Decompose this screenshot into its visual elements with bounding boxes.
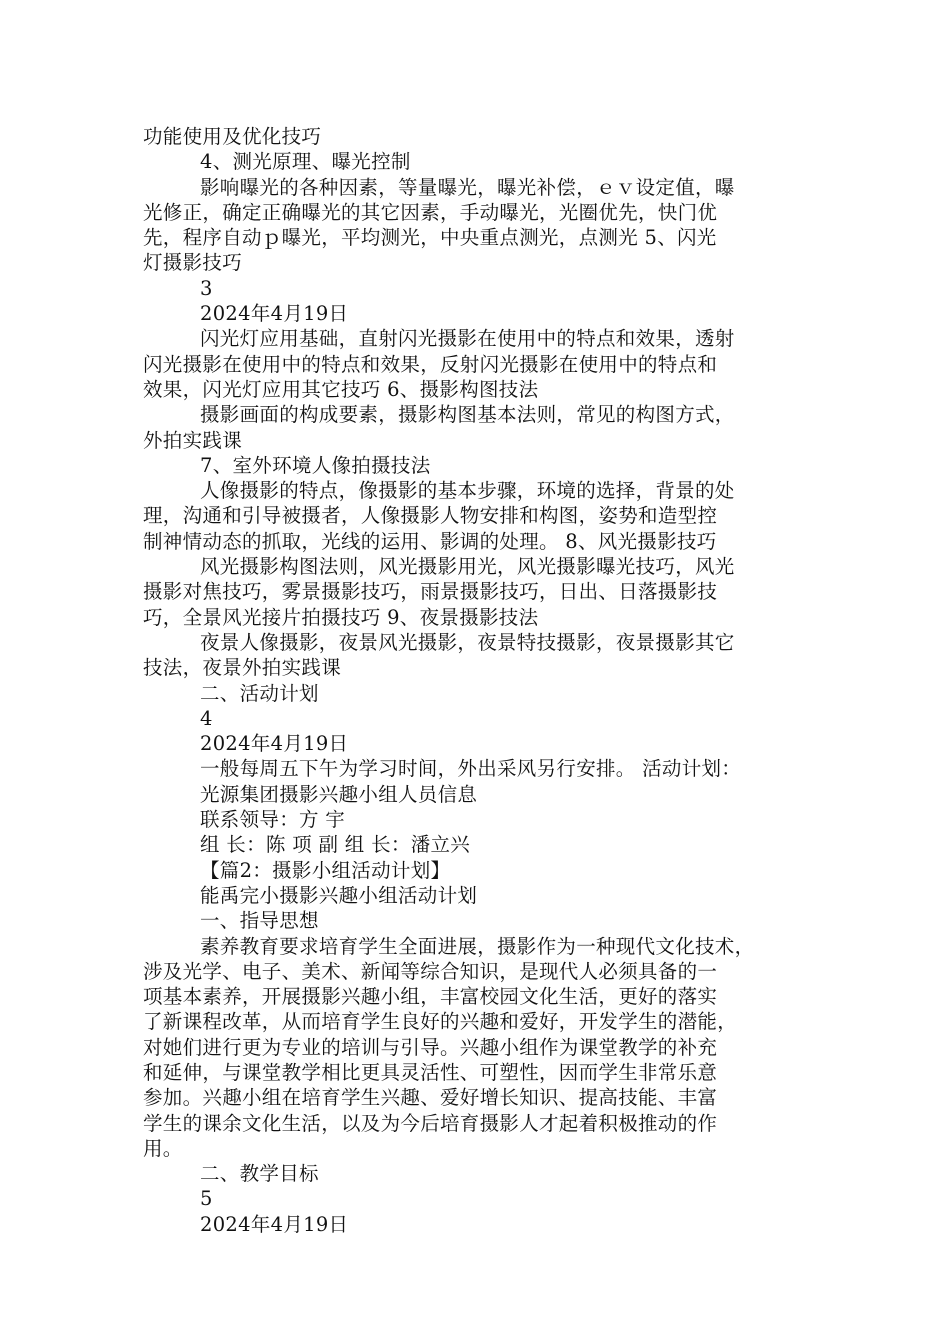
- text-line: 制神情动态的抓取，光线的运用、影调的处理。 8、风光摄影技巧: [143, 529, 717, 553]
- text-line: 光源集团摄影兴趣小组人员信息: [200, 782, 478, 806]
- text-line: 能禹完小摄影兴趣小组活动计划: [200, 883, 478, 907]
- text-line: 灯摄影技巧: [143, 251, 243, 275]
- text-line: 二、教学目标: [200, 1162, 319, 1186]
- text-line: 摄影画面的构成要素，摄影构图基本法则，常见的构图方式，: [200, 403, 735, 427]
- text-line: 4: [200, 706, 213, 730]
- text-line: 影响曝光的各种因素，等量曝光，曝光补偿，ｅｖ设定值，曝: [200, 175, 735, 199]
- text-line: 摄影对焦技巧，雾景摄影技巧，雨景摄影技巧，日出、日落摄影技: [143, 580, 718, 604]
- text-line: 用。: [143, 1136, 183, 1160]
- text-line: 先，程序自动ｐ曝光，平均测光，中央重点测光，点测光 5、闪光: [143, 226, 717, 250]
- text-line: 2024年4月19日: [200, 1212, 349, 1236]
- text-line: 闪光灯应用基础，直射闪光摄影在使用中的特点和效果，透射: [200, 327, 735, 351]
- text-line: 组 长：陈 项 副 组 长：潘立兴: [200, 833, 471, 857]
- text-line: 4、测光原理、曝光控制: [200, 150, 411, 174]
- text-line: 2024年4月19日: [200, 732, 349, 756]
- text-line: 一般每周五下午为学习时间，外出采风另行安排。 活动计划：: [200, 757, 742, 781]
- text-line: 巧，全景风光接片拍摄技巧 9、夜景摄影技法: [143, 605, 539, 629]
- text-line: 7、室外环境人像拍摄技法: [200, 453, 431, 477]
- text-line: 光修正，确定正确曝光的其它因素，手动曝光，光圈优先，快门优: [143, 200, 718, 224]
- text-line: 和延伸，与课堂教学相比更具灵活性、可塑性，因而学生非常乐意: [143, 1060, 718, 1084]
- text-line: 对她们进行更为专业的培训与引导。兴趣小组作为课堂教学的补充: [143, 1035, 718, 1059]
- text-line: 外拍实践课: [143, 428, 243, 452]
- text-line: 风光摄影构图法则，风光摄影用光，风光摄影曝光技巧，风光: [200, 555, 735, 579]
- text-line: 闪光摄影在使用中的特点和效果，反射闪光摄影在使用中的特点和: [143, 352, 718, 376]
- text-line: 联系领导：方 宇: [200, 808, 346, 832]
- text-line: 理，沟通和引导被摄者，人像摄影人物安排和构图，姿势和造型控: [143, 504, 718, 528]
- text-line: 人像摄影的特点，像摄影的基本步骤，环境的选择，背景的处: [200, 479, 735, 503]
- document-page: [143, 124, 815, 1237]
- text-line: 项基本素养，开展摄影兴趣小组，丰富校园文化生活，更好的落实: [143, 985, 718, 1009]
- text-line: 一、指导思想: [200, 909, 319, 933]
- text-line: 技法，夜景外拍实践课: [143, 656, 342, 680]
- text-line: 涉及光学、电子、美术、新闻等综合知识，是现代人必须具备的一: [143, 959, 718, 983]
- text-line: 功能使用及优化技巧: [143, 125, 322, 148]
- text-line: 二、活动计划: [200, 681, 319, 705]
- text-line: 参加。兴趣小组在培育学生兴趣、爱好增长知识、提高技能、丰富: [143, 1086, 718, 1110]
- text-line: 学生的课余文化生活，以及为今后培育摄影人才起着积极推动的作: [143, 1111, 718, 1135]
- text-line: 【篇2：摄影小组活动计划】: [200, 858, 451, 882]
- text-line: 3: [200, 276, 213, 300]
- text-line: 素养教育要求培育学生全面进展，摄影作为一种现代文化技术，: [200, 934, 755, 958]
- text-line: 5: [200, 1187, 213, 1211]
- text-line: 2024年4月19日: [200, 302, 349, 326]
- text-line: 夜景人像摄影，夜景风光摄影，夜景特技摄影，夜景摄影其它: [200, 630, 735, 654]
- text-line: 效果，闪光灯应用其它技巧 6、摄影构图技法: [143, 377, 539, 401]
- text-line: 了新课程改革，从而培育学生良好的兴趣和爱好，开发学生的潜能，: [143, 1010, 738, 1034]
